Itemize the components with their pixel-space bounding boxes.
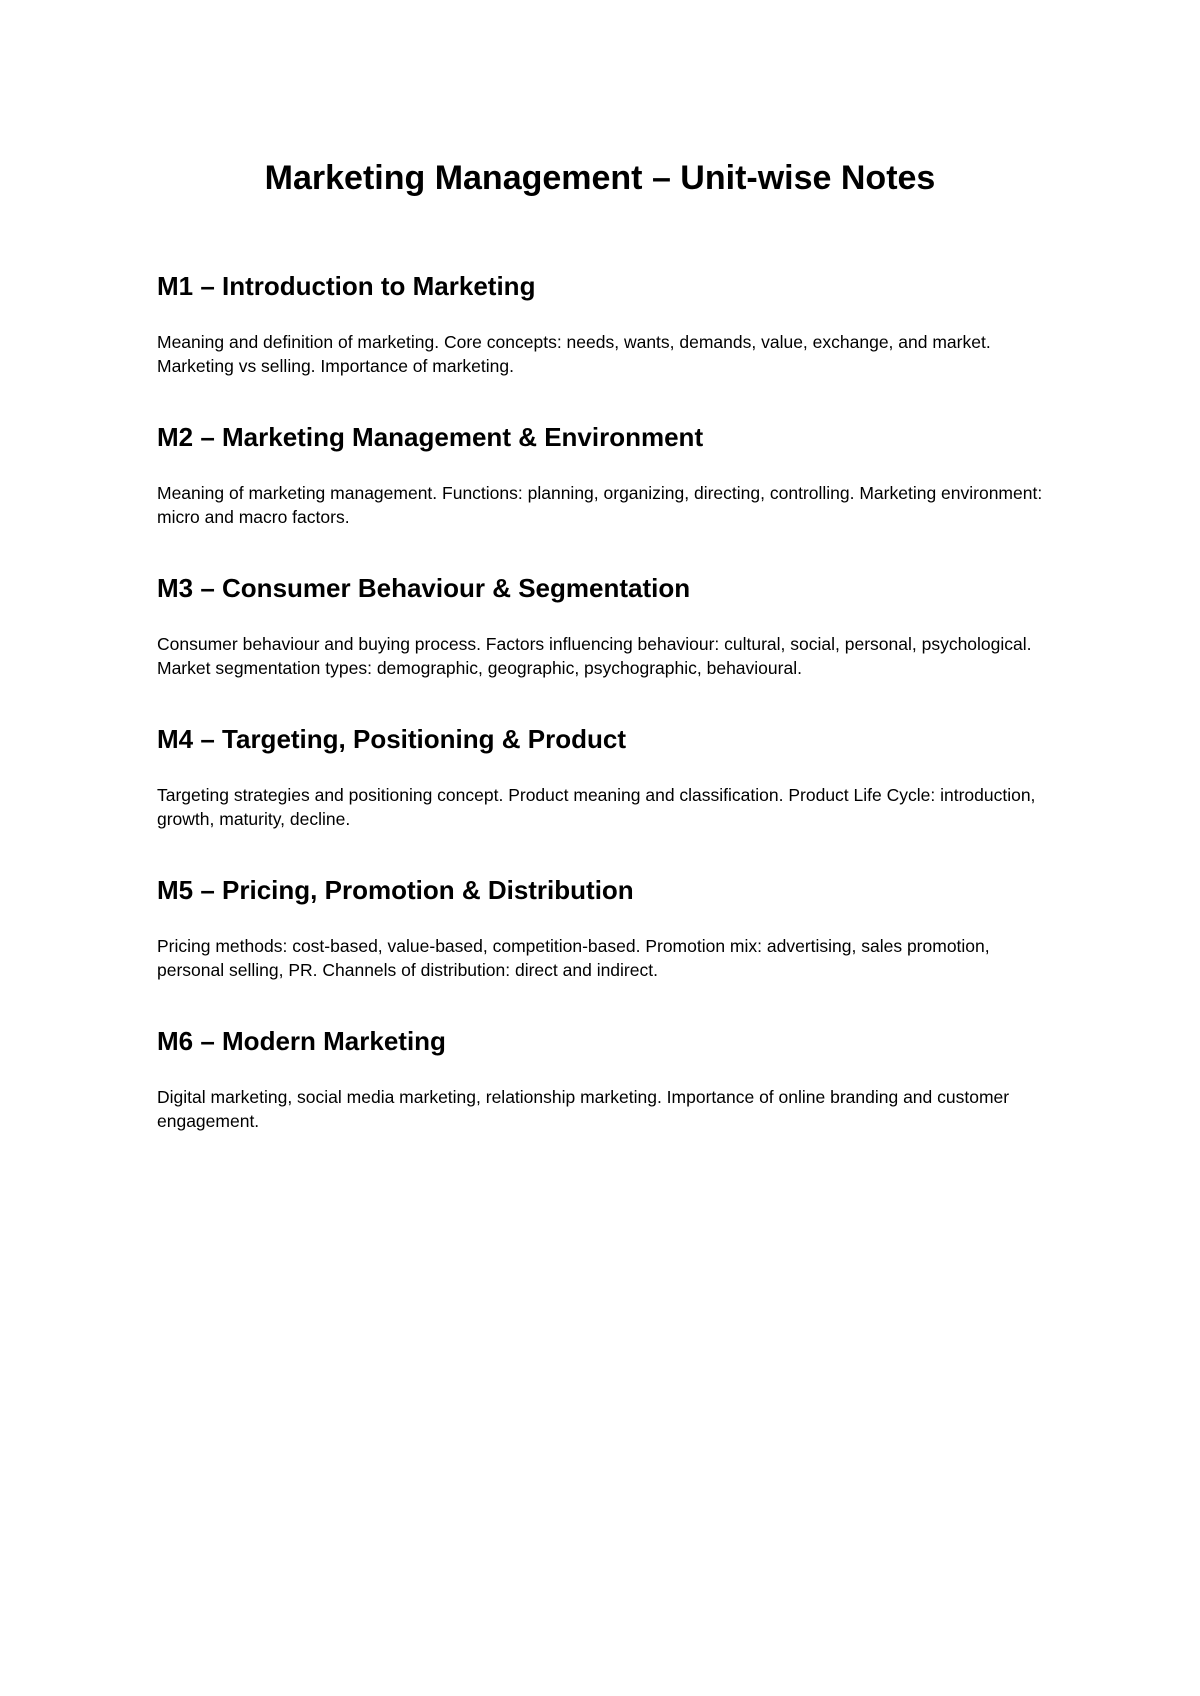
section-m6 [157, 1025, 1057, 1133]
section-heading: M4 – Targeting, Positioning & Product [157, 724, 626, 754]
section-heading: M6 – Modern Marketing [157, 1026, 446, 1056]
section-body: Pricing methods: cost-based, value-based, competition-based. Promotion mix: advertising, sales promotion, personal selling, PR. Channels of distribution: direct and indirect. [157, 936, 990, 980]
section-body: Meaning and definition of marketing. Core concepts: needs, wants, demands, value, exchange, and market. Marketing vs selling. Importance of marketing. [157, 332, 991, 376]
section-heading: M2 – Marketing Management & Environment [157, 422, 704, 452]
section-m1 [157, 270, 1057, 378]
section-heading: M5 – Pricing, Promotion & Distribution [157, 875, 634, 905]
section-body: Targeting strategies and positioning concept. Product meaning and classification. Product Life Cycle: introduction, growth, maturity, decline. [157, 785, 1036, 829]
section-heading: M3 – Consumer Behaviour & Segmentation [157, 573, 691, 603]
section-m4 [157, 723, 1057, 831]
document-content [157, 270, 1057, 1176]
section-heading: M1 – Introduction to Marketing [157, 271, 536, 301]
section-body: Consumer behaviour and buying process. Factors influencing behaviour: cultural, social, personal, psychological. Market segmentation types: demographic, geographic, psychographic, behavioural. [157, 634, 1032, 678]
section-body: Meaning of marketing management. Functions: planning, organizing, directing, controlling. Marketing environment: micro and macro factors. [157, 483, 1043, 527]
section-m3 [157, 572, 1057, 680]
document-title: Marketing Management – Unit-wise Notes [264, 159, 936, 197]
section-body: Digital marketing, social media marketing, relationship marketing. Importance of online branding and customer engagement. [157, 1087, 1010, 1131]
section-m2 [157, 421, 1057, 529]
section-m5 [157, 874, 1057, 982]
